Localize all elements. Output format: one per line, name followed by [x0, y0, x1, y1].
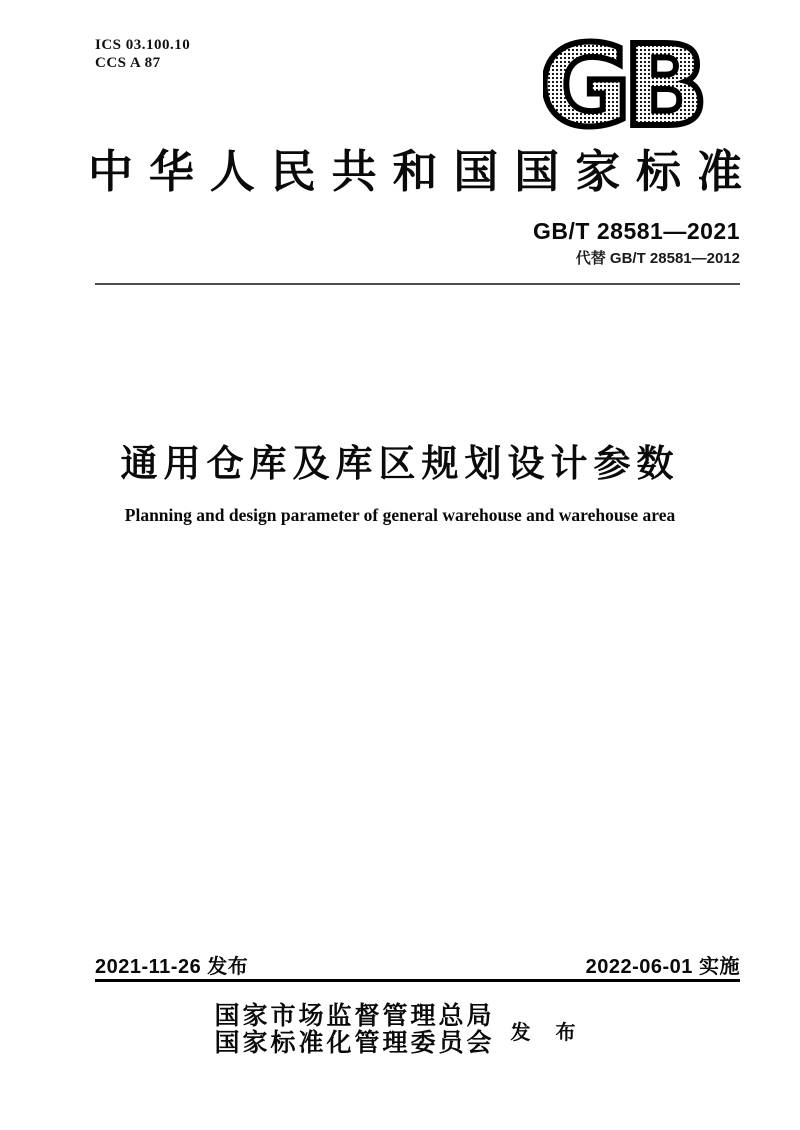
issuer-line-2: 国家标准化管理委员会	[214, 1030, 495, 1057]
standard-number: GB/T 28581—2021	[533, 218, 740, 244]
issuer-names	[214, 1003, 494, 1057]
publish-label: 发 布	[510, 1021, 586, 1044]
ics-code: ICS 03.100.10	[95, 37, 191, 53]
national-standard-banner: 中华人民共和国国家标准	[88, 147, 742, 197]
ccs-code: CCS A 87	[95, 55, 161, 71]
issuer-line-1: 国家市场监督管理总局	[214, 1003, 495, 1030]
implementation-date: 2022-06-01 实施	[585, 956, 740, 978]
issue-date: 2021-11-26 发布	[95, 956, 249, 978]
classification-codes	[95, 36, 190, 72]
issuer-block	[0, 1003, 800, 1057]
footer-divider	[95, 979, 740, 982]
gb-logo-text: GB	[543, 36, 701, 132]
document-title-english: Planning and design parameter of general warehouse and warehouse area	[124, 505, 676, 525]
gb-standard-logo-icon	[543, 36, 719, 132]
document-title-chinese: 通用仓库及库区规划设计参数	[120, 443, 680, 484]
header-divider	[95, 283, 740, 285]
replaces-note: 代替 GB/T 28581—2012	[575, 250, 740, 267]
